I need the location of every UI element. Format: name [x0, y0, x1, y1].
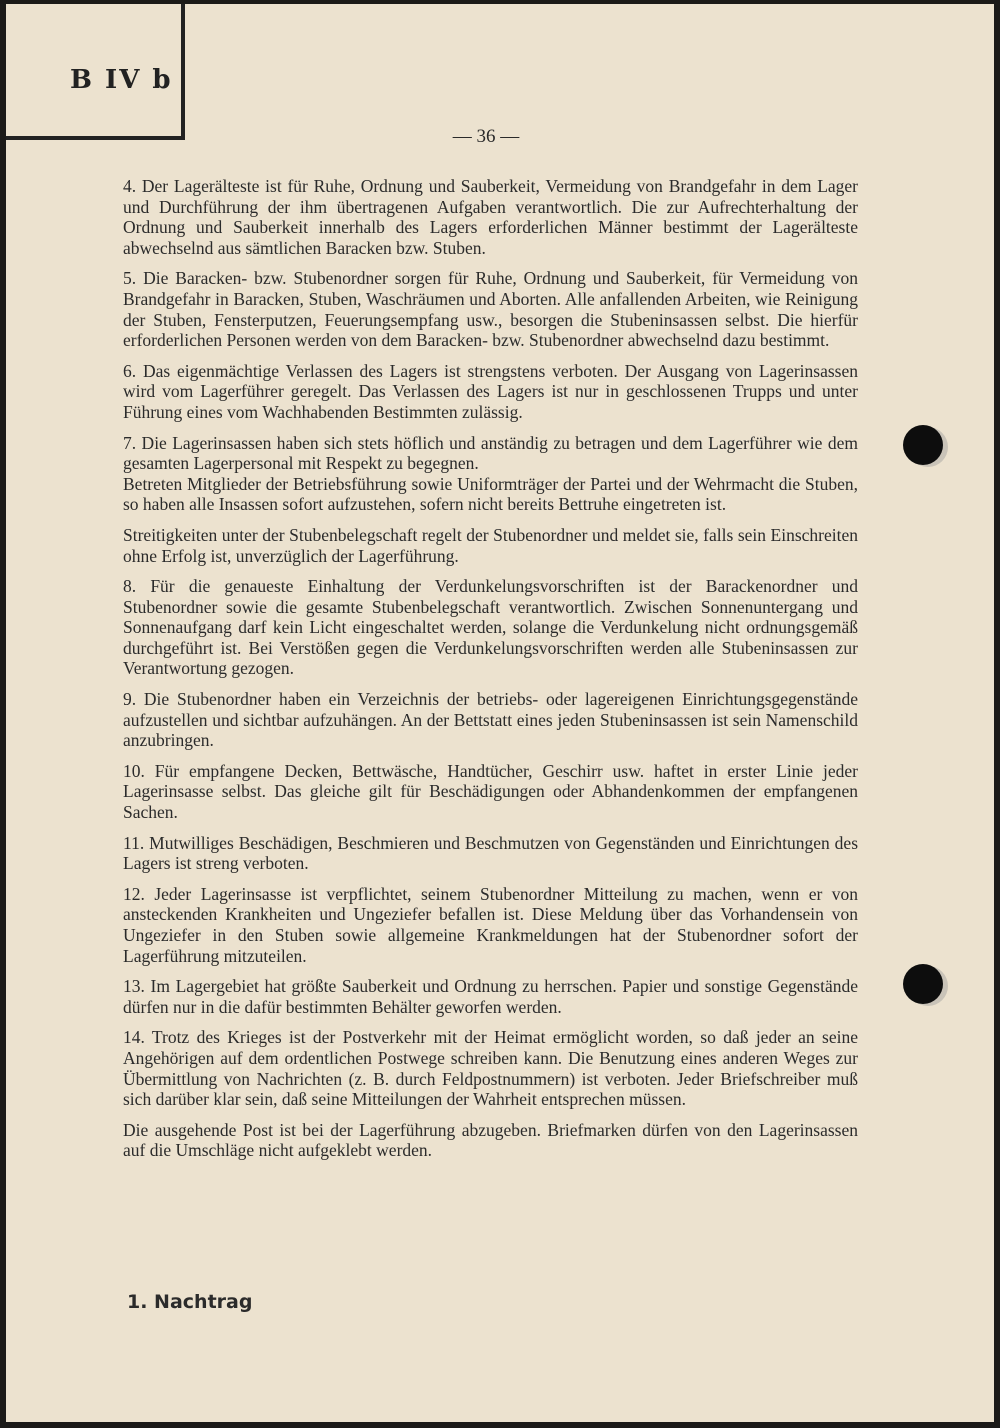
body-text [123, 176, 858, 1171]
corner-box [6, 4, 185, 140]
nachtrag-heading: 1. Nachtrag [127, 1291, 253, 1313]
paragraph-9: 9. Die Stubenordner haben ein Verzeichnis der betriebs- oder lagereigenen Einrichtungsgegenstände aufzustellen und sichtbar aufzuhängen. An der Bettstatt eines jeden Stubeninsassen ist sein Namenschild anzubringen. [123, 689, 858, 751]
page-number: — 36 — [452, 126, 520, 147]
paragraph-13: 13. Im Lagergebiet hat größte Sauberkeit und Ordnung zu herrschen. Papier und sonstige Gegenstände dürfen nur in die dafür bestimmten Behälter geworfen werden. [123, 976, 858, 1017]
paragraph-5: 5. Die Baracken- bzw. Stubenordner sorgen für Ruhe, Ordnung und Sauberkeit, für Vermeidung von Brandgefahr in Baracken, Stuben, Waschräumen und Aborten. Alle anfallenden Arbeiten, wie Reinigung der Stuben, Fensterputzen, Feuerungsempfang usw., besorgen die Stubeninsassen selbst. Die hierfür erforderlichen Personen werden von dem Baracken- bzw. Stubenordner abwechselnd dazu bestimmt. [123, 268, 858, 351]
corner-label: B IV b [70, 65, 173, 95]
paragraph-8: 8. Für die genaueste Einhaltung der Verdunkelungsvorschriften ist der Barackenordner und Stubenordner sowie die gesamte Stubenbelegschaft verantwortlich. Zwischen Sonnenuntergang und Sonnenaufgang darf kein Licht eingeschaltet werden, solange die Verdunkelung nicht ordnungsgemäß durchgeführt ist. Bei Verstößen gegen die Verdunkelungsvorschriften werden alle Stubeninsassen zur Verantwortung gezogen. [123, 576, 858, 679]
document-page [6, 4, 994, 1422]
paragraph-12: 12. Jeder Lagerinsasse ist verpflichtet, seinem Stubenordner Mitteilung zu machen, wenn er von ansteckenden Krankheiten und Ungeziefer befallen ist. Diese Meldung über das Vorhandensein von Ungeziefer in den Stuben sowie allgemeine Krankmeldungen hat der Stubenordner sofort der Lagerführung mitzuteilen. [123, 883, 858, 966]
paragraph-7: 7. Die Lagerinsassen haben sich stets höflich und anständig zu betragen und dem Lagerführer wie dem gesamten Lagerpersonal mit Respekt zu begegnen. [123, 432, 858, 474]
paragraph-4: 4. Der Lagerälteste ist für Ruhe, Ordnung und Sauberkeit, Vermeidung von Brandgefahr in dem Lager und Durchführung der ihm übertragenen Aufgaben verantwortlich. Die zur Aufrechterhaltung der Ordnung und Sauberkeit innerhalb des Lagers erforderlichen Männer bestimmt der Lagerälteste abwechselnd aus sämtlichen Baracken bzw. Stuben. [123, 176, 858, 258]
paragraph-6: 6. Das eigenmächtige Verlassen des Lagers ist strengstens verboten. Der Ausgang von Lagerinsassen wird vom Lagerführer geregelt. Das Verlassen des Lagers ist nur in geschlossenen Trupps und unter Führung eines vom Wachhabenden Bestimmten zulässig. [123, 360, 858, 422]
paragraph-10: 10. Für empfangene Decken, Bettwäsche, Handtücher, Geschirr usw. haftet in erster Linie jeder Lagerinsasse selbst. Das gleiche gilt für Beschädigungen oder Abhandenkommen der empfangenen Sachen. [123, 760, 858, 823]
paragraph-7-betreten: Betreten Mitglieder der Betriebsführung sowie Uniformträger der Partei und der Wehrmacht die Stuben, so haben alle Insassen sofort aufzustehen, sofern nicht bereits Bettruhe eingetreten ist. [123, 473, 858, 515]
paragraph-14: 14. Trotz des Krieges ist der Postverkehr mit der Heimat ermöglicht worden, so daß jeder an seine Angehörigen auf dem ordentlichen Postwege schreiben kann. Die Benutzung eines anderen Weges zur Übermittlung von Nachrichten (z. B. durch Feldpostnummern) ist verboten. Jeder Briefschreiber muß sich darüber klar sein, daß seine Mitteilungen der Wahrheit entsprechen müssen. [123, 1027, 858, 1110]
paragraph-7-streitigkeiten: Streitigkeiten unter der Stubenbelegschaft regelt der Stubenordner und meldet sie, falls sein Einschreiten ohne Erfolg ist, unverzüglich der Lagerführung. [123, 524, 858, 566]
paragraph-14-post: Die ausgehende Post ist bei der Lagerführung abzugeben. Briefmarken dürfen von den Lagerinsassen auf die Umschläge nicht aufgeklebt werden. [123, 1119, 858, 1161]
paragraph-11: 11. Mutwilliges Beschädigen, Beschmieren und Beschmutzen von Gegenständen und Einrichtungen des Lagers ist streng verboten. [123, 832, 858, 874]
punch-hole-icon [903, 964, 943, 1004]
punch-hole-icon [903, 425, 943, 465]
